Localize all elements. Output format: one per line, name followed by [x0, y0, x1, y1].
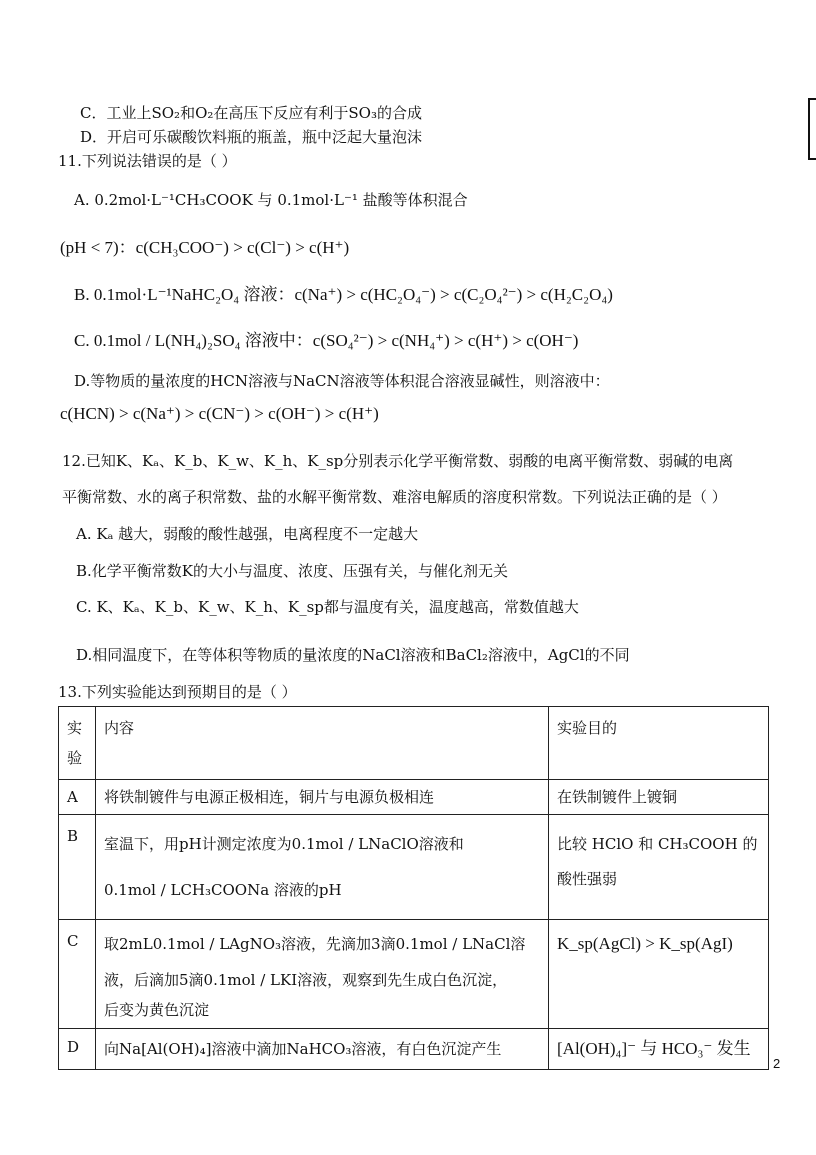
q12-option-a: A. Kₐ 越大，弱酸的酸性越强，电离程度不一定越大	[76, 525, 419, 543]
experiment-table	[58, 706, 769, 1070]
header-experiment: 实验	[59, 707, 96, 780]
margin-bracket	[808, 98, 816, 160]
table-header-row	[59, 707, 769, 780]
row-purpose: [Al(OH)₄]⁻ 与 HCO₃⁻ 发生	[549, 1029, 769, 1070]
row-purpose: 比较 HClO 和 CH₃COOH 的 酸性强弱	[549, 815, 769, 920]
q11-stem: 11.下列说法错误的是（ ）	[58, 152, 237, 170]
q11-option-d-line2: c(HCN) > c(Na⁺) > c(CN⁻) > c(OH⁻) > c(H⁺)	[60, 404, 379, 423]
page-number: 2	[773, 1056, 781, 1071]
row-label: C	[59, 920, 96, 1029]
header-content: 内容	[96, 707, 549, 780]
row-label: B	[59, 815, 96, 920]
q12-stem-line1: 12.已知K、Kₐ、K_b、K_w、K_h、K_sp分别表示化学平衡常数、弱酸的电离平衡常数、弱碱的电离	[62, 452, 734, 470]
row-label: D	[59, 1029, 96, 1070]
table-row	[59, 780, 769, 815]
q10-option-d: D．开启可乐碳酸饮料瓶的瓶盖，瓶中泛起大量泡沫	[80, 128, 423, 146]
header-purpose: 实验目的	[549, 707, 769, 780]
q11-option-b: B. 0.1mol·L⁻¹NaHC₂O₄ 溶液：c(Na⁺) > c(HC₂O₄⁻) > c(C₂O₄²⁻) > c(H₂C₂O₄)	[74, 285, 613, 304]
q11-option-a-line2: (pH < 7)：c(CH₃COO⁻) > c(Cl⁻) > c(H⁺)	[60, 238, 350, 257]
q12-option-d: D.相同温度下，在等体积等物质的量浓度的NaCl溶液和BaCl₂溶液中，AgCl的不同	[76, 646, 630, 664]
q11-option-a-line1: A. 0.2mol·L⁻¹CH₃COOK 与 0.1mol·L⁻¹ 盐酸等体积混合	[74, 191, 468, 209]
table-row	[59, 1029, 769, 1070]
q11-option-d-line1: D.等物质的量浓度的HCN溶液与NaCN溶液等体积混合溶液显碱性，则溶液中：	[74, 372, 610, 390]
row-label: A	[59, 780, 96, 815]
row-content: 取2mL0.1mol / LAgNO₃溶液，先滴加3滴0.1mol / LNaCl溶 液，后滴加5滴0.1mol / LKI溶液，观察到先生成白色沉淀， 后变为黄色沉淀	[96, 920, 549, 1029]
q13-stem: 13.下列实验能达到预期目的是（ ）	[58, 683, 297, 701]
q12-stem-line2: 平衡常数、水的离子积常数、盐的水解平衡常数、难溶电解质的溶度积常数。下列说法正确的是（ ）	[62, 488, 727, 506]
row-purpose: 在铁制镀件上镀铜	[549, 780, 769, 815]
q10-option-c: C．工业上SO₂和O₂在高压下反应有利于SO₃的合成	[80, 104, 422, 122]
row-purpose: K_sp(AgCl) > K_sp(AgI)	[549, 920, 769, 1029]
row-content: 将铁制镀件与电源正极相连，铜片与电源负极相连	[96, 780, 549, 815]
table-row	[59, 920, 769, 1029]
q11-option-c: C. 0.1mol / L(NH₄)₂SO₄ 溶液中：c(SO₄²⁻) > c(NH₄⁺) > c(H⁺) > c(OH⁻)	[74, 331, 579, 350]
table-row	[59, 815, 769, 920]
q12-option-b: B.化学平衡常数K的大小与温度、浓度、压强有关，与催化剂无关	[76, 562, 508, 580]
q12-option-c: C. K、Kₐ、K_b、K_w、K_h、K_sp都与温度有关，温度越高，常数值越大	[76, 598, 579, 616]
row-content: 向Na[Al(OH)₄]溶液中滴加NaHCO₃溶液，有白色沉淀产生	[96, 1029, 549, 1070]
row-content: 室温下，用pH计测定浓度为0.1mol / LNaClO溶液和 0.1mol / LCH₃COONa 溶液的pH	[96, 815, 549, 920]
